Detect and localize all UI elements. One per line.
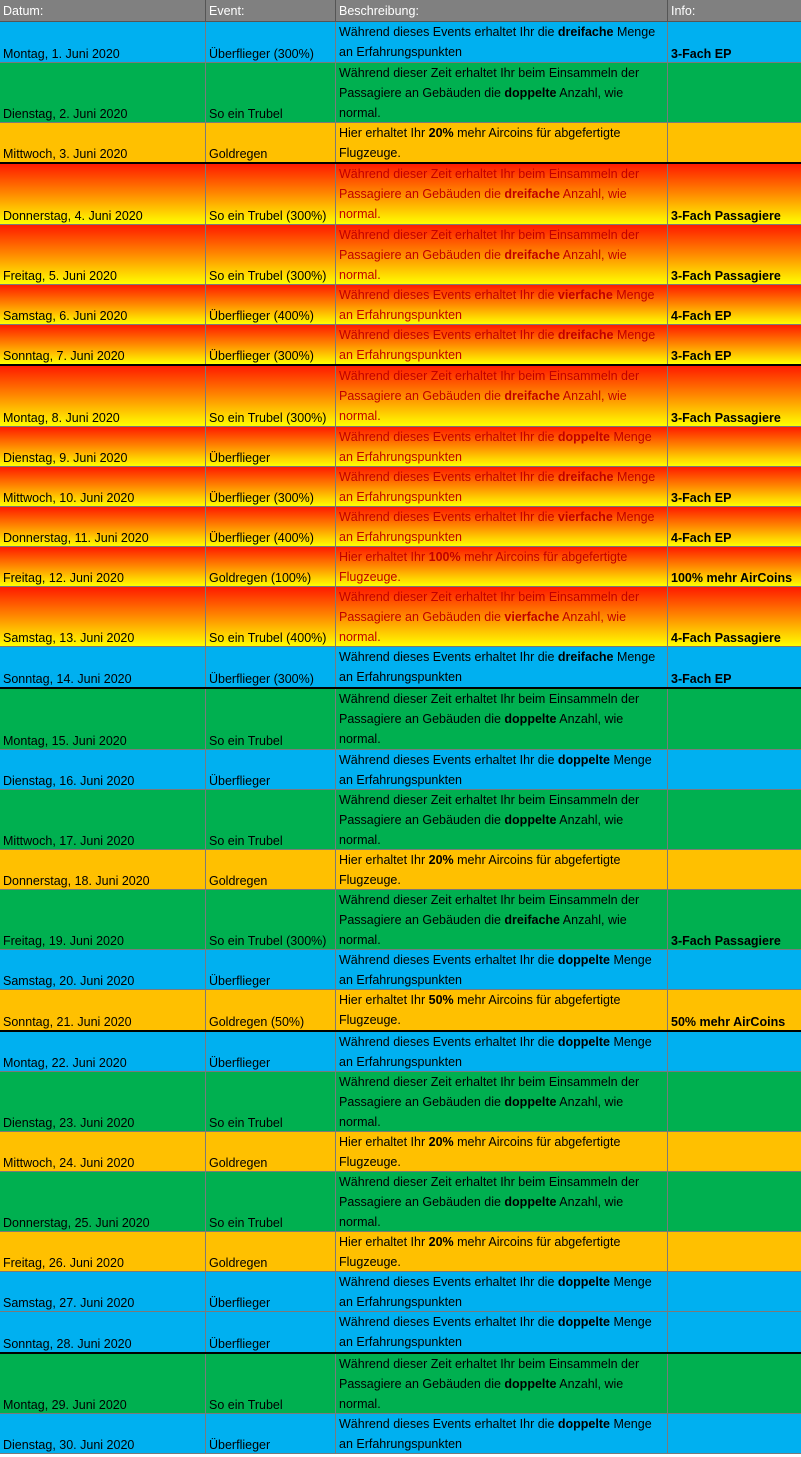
desc-bold: 20% [428,126,454,140]
info-cell: 3-Fach EP [671,47,732,61]
info-cell: 3-Fach EP [671,491,732,505]
desc-pre: Während dieses Events erhaltet Ihr die [339,1275,558,1289]
description-cell [336,547,668,586]
description-cell [336,63,668,122]
date-cell: Mittwoch, 3. Juni 2020 [0,123,206,162]
event-cell: Überflieger [206,427,336,466]
event-cell: Goldregen [206,123,336,162]
info-cell [668,63,801,122]
event-cell: Goldregen [206,850,336,889]
date-cell: Samstag, 13. Juni 2020 [0,587,206,646]
desc-post: Anzahl, wie normal. [339,712,624,746]
description-cell [336,22,668,62]
event-cell: Überflieger [206,1414,336,1453]
description-cell [336,1272,668,1311]
desc-post: Anzahl, wie normal. [339,913,627,947]
date-cell: Montag, 8. Juni 2020 [0,366,206,426]
desc-bold: dreifache [557,650,614,664]
desc-bold: dreifache [504,389,560,403]
desc-bold: dreifache [504,248,560,262]
desc-bold: doppelte [504,813,557,827]
desc-pre: Während dieser Zeit erhaltet Ihr beim Einsammeln der Passagiere an Gebäuden die [339,893,640,927]
desc-bold: doppelte [557,953,610,967]
date-cell: Mittwoch, 24. Juni 2020 [0,1132,206,1171]
event-cell: Überflieger [206,950,336,989]
info-cell [668,1232,801,1271]
header-beschreibung: Beschreibung: [336,0,668,21]
event-cell: So ein Trubel [206,1172,336,1231]
description-cell [336,990,668,1030]
desc-post: Menge an Erfahrungspunkten [339,510,655,544]
desc-pre: Während dieses Events erhaltet Ihr die [339,1417,558,1431]
description-cell [336,850,668,889]
event-cell: So ein Trubel [206,1072,336,1131]
info-cell [668,950,801,989]
event-cell: Überflieger (300%) [206,325,336,364]
desc-bold: doppelte [504,86,557,100]
table-row [0,850,801,890]
desc-pre: Während dieses Events erhaltet Ihr die [339,953,558,967]
event-cell: Überflieger [206,1312,336,1352]
desc-pre: Während dieser Zeit erhaltet Ihr beim Einsammeln der Passagiere an Gebäuden die [339,228,640,262]
date-cell: Dienstag, 2. Juni 2020 [0,63,206,122]
desc-bold: doppelte [557,1035,610,1049]
event-cell: So ein Trubel [206,790,336,849]
desc-pre: Während dieser Zeit erhaltet Ihr beim Einsammeln der Passagiere an Gebäuden die [339,369,640,403]
description-cell [336,1414,668,1453]
desc-bold: 20% [428,853,454,867]
table-row [0,1132,801,1172]
event-cell: So ein Trubel (300%) [206,366,336,426]
table-row [0,467,801,507]
date-cell: Donnerstag, 4. Juni 2020 [0,164,206,224]
info-cell [668,1132,801,1171]
description-cell [336,123,668,162]
description-cell [336,1232,668,1271]
description-cell [336,1172,668,1231]
date-cell: Dienstag, 23. Juni 2020 [0,1072,206,1131]
desc-bold: 20% [428,1235,454,1249]
desc-post: Menge an Erfahrungspunkten [339,650,656,684]
description-cell [336,325,668,364]
description-cell [336,164,668,224]
desc-bold: doppelte [504,1195,557,1209]
table-row [0,790,801,850]
desc-pre: Hier erhaltet Ihr [339,1235,429,1249]
description-cell [336,1032,668,1071]
desc-post: mehr Aircoins für abgefertigte Flugzeuge. [339,126,621,160]
desc-pre: Während dieses Events erhaltet Ihr die [339,470,558,484]
desc-bold: doppelte [557,1315,610,1329]
description-cell [336,647,668,687]
description-cell [336,890,668,949]
desc-post: Anzahl, wie normal. [339,610,627,644]
event-cell: Überflieger (300%) [206,467,336,506]
desc-bold: vierfache [557,510,613,524]
event-cell: Überflieger (300%) [206,647,336,687]
desc-bold: 50% [428,993,454,1007]
table-row [0,1172,801,1232]
table-row [0,890,801,950]
table-row [0,1032,801,1072]
desc-post: mehr Aircoins für abgefertigte Flugzeuge. [339,993,621,1027]
table-row [0,587,801,647]
event-cell: So ein Trubel (400%) [206,587,336,646]
header-datum: Datum: [0,0,206,21]
desc-post: Menge an Erfahrungspunkten [339,288,655,322]
desc-post: Anzahl, wie normal. [339,187,627,221]
desc-pre: Während dieses Events erhaltet Ihr die [339,25,558,39]
desc-pre: Während dieses Events erhaltet Ihr die [339,1315,558,1329]
info-cell [668,427,801,466]
info-cell [668,1272,801,1311]
desc-pre: Während dieses Events erhaltet Ihr die [339,1035,558,1049]
info-cell: 3-Fach EP [671,349,732,363]
desc-post: mehr Aircoins für abgefertigte Flugzeuge. [339,853,621,887]
description-cell [336,790,668,849]
info-cell [668,123,801,162]
desc-pre: Hier erhaltet Ihr [339,550,429,564]
event-cell: Überflieger [206,750,336,789]
date-cell: Dienstag, 9. Juni 2020 [0,427,206,466]
date-cell: Freitag, 19. Juni 2020 [0,890,206,949]
desc-pre: Während dieser Zeit erhaltet Ihr beim Einsammeln der Passagiere an Gebäuden die [339,1357,640,1391]
desc-pre: Während dieses Events erhaltet Ihr die [339,430,558,444]
desc-post: Menge an Erfahrungspunkten [339,328,656,362]
desc-post: Menge an Erfahrungspunkten [339,1315,652,1349]
info-cell [668,1032,801,1071]
event-cell: Überflieger [206,1032,336,1071]
info-cell [668,1414,801,1453]
date-cell: Sonntag, 14. Juni 2020 [0,647,206,687]
info-cell: 3-Fach Passagiere [671,934,781,948]
date-cell: Montag, 15. Juni 2020 [0,689,206,749]
desc-pre: Während dieses Events erhaltet Ihr die [339,288,558,302]
desc-bold: dreifache [504,187,560,201]
table-row [0,1272,801,1312]
desc-bold: doppelte [557,753,610,767]
info-cell: 4-Fach EP [671,531,732,545]
desc-post: Anzahl, wie normal. [339,1195,624,1229]
desc-post: Anzahl, wie normal. [339,86,624,120]
date-cell: Donnerstag, 11. Juni 2020 [0,507,206,546]
event-cell: Goldregen [206,1132,336,1171]
table-row [0,547,801,587]
table-row [0,63,801,123]
description-cell [336,467,668,506]
table-row [0,1312,801,1354]
desc-pre: Während dieser Zeit erhaltet Ihr beim Einsammeln der Passagiere an Gebäuden die [339,1175,640,1209]
date-cell: Mittwoch, 17. Juni 2020 [0,790,206,849]
info-cell: 3-Fach Passagiere [671,411,781,425]
table-row [0,22,801,63]
event-cell: So ein Trubel [206,1354,336,1413]
info-cell [668,1072,801,1131]
info-cell: 100% mehr AirCoins [671,571,793,585]
info-cell: 50% mehr AirCoins [671,1015,786,1029]
desc-pre: Während dieses Events erhaltet Ihr die [339,328,558,342]
table-row [0,1232,801,1272]
event-cell: So ein Trubel (300%) [206,890,336,949]
table-row [0,427,801,467]
info-cell [668,850,801,889]
table-row [0,950,801,990]
info-cell [668,1354,801,1413]
desc-post: Menge an Erfahrungspunkten [339,470,656,504]
date-cell: Sonntag, 28. Juni 2020 [0,1312,206,1352]
table-row [0,750,801,790]
desc-post: mehr Aircoins für abgefertigte Flugzeuge. [339,1235,621,1269]
desc-pre: Während dieses Events erhaltet Ihr die [339,650,558,664]
desc-pre: Hier erhaltet Ihr [339,1135,429,1149]
desc-post: Menge an Erfahrungspunkten [339,753,652,787]
table-row [0,507,801,547]
date-cell: Sonntag, 21. Juni 2020 [0,990,206,1030]
date-cell: Donnerstag, 25. Juni 2020 [0,1172,206,1231]
table-body [0,22,801,1454]
table-row [0,689,801,750]
desc-post: Menge an Erfahrungspunkten [339,1417,652,1451]
description-cell [336,1354,668,1413]
desc-pre: Während dieser Zeit erhaltet Ihr beim Einsammeln der Passagiere an Gebäuden die [339,692,640,726]
desc-post: Menge an Erfahrungspunkten [339,953,652,987]
info-cell [668,1312,801,1352]
desc-post: mehr Aircoins für abgefertigte Flugzeuge. [339,550,628,584]
desc-bold: doppelte [504,1095,557,1109]
description-cell [336,285,668,324]
desc-post: Menge an Erfahrungspunkten [339,430,652,464]
desc-bold: doppelte [557,430,610,444]
table-row [0,225,801,285]
desc-bold: vierfache [504,610,560,624]
event-cell: So ein Trubel [206,689,336,749]
info-cell [668,750,801,789]
table-row [0,647,801,689]
desc-pre: Hier erhaltet Ihr [339,126,429,140]
desc-bold: dreifache [557,328,614,342]
desc-pre: Während dieser Zeit erhaltet Ihr beim Einsammeln der Passagiere an Gebäuden die [339,1075,640,1109]
description-cell [336,950,668,989]
table-row [0,1072,801,1132]
header-event: Event: [206,0,336,21]
desc-bold: doppelte [557,1275,610,1289]
desc-post: Menge an Erfahrungspunkten [339,1275,652,1309]
date-cell: Donnerstag, 18. Juni 2020 [0,850,206,889]
info-cell [668,1172,801,1231]
desc-pre: Während dieser Zeit erhaltet Ihr beim Einsammeln der Passagiere an Gebäuden die [339,66,640,100]
info-cell: 3-Fach Passagiere [671,269,781,283]
description-cell [336,1072,668,1131]
date-cell: Mittwoch, 10. Juni 2020 [0,467,206,506]
description-cell [336,507,668,546]
event-cell: Überflieger [206,1272,336,1311]
table-row [0,366,801,427]
date-cell: Sonntag, 7. Juni 2020 [0,325,206,364]
table-header-row [0,0,801,22]
event-cell: Überflieger (400%) [206,285,336,324]
desc-pre: Während dieses Events erhaltet Ihr die [339,753,558,767]
desc-bold: 20% [428,1135,454,1149]
info-cell: 4-Fach EP [671,309,732,323]
date-cell: Montag, 1. Juni 2020 [0,22,206,62]
date-cell: Montag, 29. Juni 2020 [0,1354,206,1413]
desc-post: Anzahl, wie normal. [339,248,627,282]
desc-post: Menge an Erfahrungspunkten [339,25,656,59]
desc-bold: dreifache [504,913,560,927]
event-cell: So ein Trubel [206,63,336,122]
desc-bold: 100% [428,550,461,564]
info-cell [668,790,801,849]
desc-pre: Während dieses Events erhaltet Ihr die [339,510,558,524]
description-cell [336,689,668,749]
description-cell [336,366,668,426]
desc-pre: Während dieser Zeit erhaltet Ihr beim Einsammeln der Passagiere an Gebäuden die [339,793,640,827]
date-cell: Dienstag, 30. Juni 2020 [0,1414,206,1453]
desc-post: Anzahl, wie normal. [339,1095,624,1129]
info-cell: 4-Fach Passagiere [671,631,781,645]
desc-post: Anzahl, wie normal. [339,389,627,423]
event-cell: Überflieger (300%) [206,22,336,62]
desc-bold: doppelte [557,1417,610,1431]
desc-post: Anzahl, wie normal. [339,1377,624,1411]
table-row [0,1414,801,1454]
event-cell: Goldregen [206,1232,336,1271]
info-cell [668,689,801,749]
description-cell [336,1312,668,1352]
desc-pre: Hier erhaltet Ihr [339,993,429,1007]
event-cell: So ein Trubel (300%) [206,164,336,224]
date-cell: Samstag, 6. Juni 2020 [0,285,206,324]
desc-bold: doppelte [504,712,557,726]
info-cell: 3-Fach EP [671,672,732,686]
table-row [0,285,801,325]
description-cell [336,1132,668,1171]
desc-bold: vierfache [557,288,613,302]
event-cell: Überflieger (400%) [206,507,336,546]
desc-post: Anzahl, wie normal. [339,813,624,847]
desc-bold: doppelte [504,1377,557,1391]
date-cell: Montag, 22. Juni 2020 [0,1032,206,1071]
info-cell: 3-Fach Passagiere [671,209,781,223]
desc-post: Menge an Erfahrungspunkten [339,1035,652,1069]
date-cell: Samstag, 27. Juni 2020 [0,1272,206,1311]
desc-bold: dreifache [557,470,614,484]
desc-pre: Während dieser Zeit erhaltet Ihr beim Einsammeln der Passagiere an Gebäuden die [339,590,640,624]
header-info: Info: [671,3,696,18]
date-cell: Dienstag, 16. Juni 2020 [0,750,206,789]
desc-pre: Hier erhaltet Ihr [339,853,429,867]
table-row [0,325,801,366]
table-row [0,123,801,164]
description-cell [336,225,668,284]
date-cell: Freitag, 12. Juni 2020 [0,547,206,586]
desc-bold: dreifache [557,25,614,39]
date-cell: Freitag, 5. Juni 2020 [0,225,206,284]
table-row [0,164,801,225]
description-cell [336,750,668,789]
desc-post: mehr Aircoins für abgefertigte Flugzeuge. [339,1135,621,1169]
description-cell [336,427,668,466]
table-row [0,990,801,1032]
date-cell: Samstag, 20. Juni 2020 [0,950,206,989]
event-cell: Goldregen (100%) [206,547,336,586]
event-cell: Goldregen (50%) [206,990,336,1030]
event-cell: So ein Trubel (300%) [206,225,336,284]
description-cell [336,587,668,646]
date-cell: Freitag, 26. Juni 2020 [0,1232,206,1271]
desc-pre: Während dieser Zeit erhaltet Ihr beim Einsammeln der Passagiere an Gebäuden die [339,167,640,201]
table-row [0,1354,801,1414]
